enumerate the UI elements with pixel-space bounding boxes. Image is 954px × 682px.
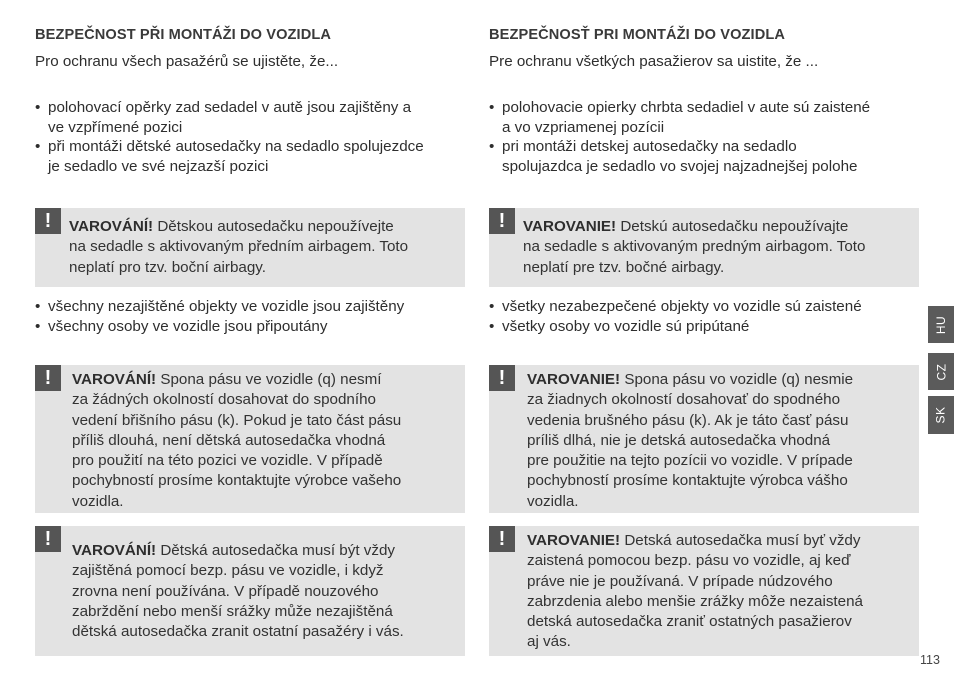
warning-text: VAROVANIE! Spona pásu vo vozidle (q) nesmie za žiadnych okolností dosahovať do spodného vedenia brušného pásu (k). Ak je táto časť pásu príliš dlhá, nie je detská autosedačka vhodná pre použitie na tejto pozícii vo vozidle. V prípade pochybností prosíme kontaktujte výrobca vášho vozidla. xyxy=(527,371,854,510)
warning-box xyxy=(35,365,465,513)
tab-cz[interactable]: CZ xyxy=(928,353,954,390)
checklist-1 xyxy=(489,98,870,176)
intro-text: Pro ochranu všech pasažérů se ujistěte, že... xyxy=(35,53,339,70)
warning-label: VAROVÁNÍ! xyxy=(72,371,157,388)
section-heading: BEZPEČNOSŤ PRI MONTÁŽI DO VOZIDLA xyxy=(489,27,785,43)
exclamation-icon: ! xyxy=(489,365,515,391)
list-item: • všechny nezajištěné objekty ve vozidle jsou zajištěny xyxy=(35,297,404,317)
warning-text: VAROVÁNÍ! Dětská autosedačka musí být vždy zajištěná pomocí bezp. pásu ve vozidle, i když zrovna není používána. V případě nouzového zabrždění nebo menší srážky může nezajištěná dětská autosedačka zranit ostatní pasažéry i vás. xyxy=(72,542,404,641)
list-item: • polohovací opěrky zad sedadel v autě jsou zajištěny a ve vzpřímené pozici xyxy=(35,98,424,137)
intro-text: Pre ochranu všetkých pasažierov sa uistite, že ... xyxy=(489,53,819,70)
page-number: 113 xyxy=(920,653,940,667)
list-item: • při montáži dětské autosedačky na sedadlo spolujezdce je sedadlo ve své nejzazší pozici xyxy=(35,137,424,176)
exclamation-icon: ! xyxy=(35,526,61,552)
warning-text: VAROVANIE! Detskú autosedačku nepoužívajte na sedadle s aktivovaným predným airbagom. Toto neplatí pre tzv. bočné airbagy. xyxy=(523,218,866,276)
warning-text: VAROVÁNÍ! Spona pásu ve vozidle (q) nesmí za žádných okolností dosahovat do spodního vedení břišního pásu (k). Pokud je tato část pásu příliš dlouhá, není dětská autosedačka vhodná pro použití na této pozici ve vozidle. V případě pochybností prosíme kontaktujte výrobce vašeho vozidla. xyxy=(72,371,402,510)
exclamation-icon: ! xyxy=(35,365,61,391)
warning-label: VAROVANIE! xyxy=(527,532,621,549)
checklist-1 xyxy=(35,98,424,176)
warning-box xyxy=(489,526,919,656)
exclamation-icon: ! xyxy=(489,526,515,552)
list-item: • všetky nezabezpečené objekty vo vozidle sú zaistené xyxy=(489,297,862,317)
warning-label: VAROVÁNÍ! xyxy=(69,218,154,235)
list-item: • pri montáži detskej autosedačky na sedadlo spolujazdca je sedadlo vo svojej najzadnejšej polohe xyxy=(489,137,870,176)
exclamation-icon: ! xyxy=(489,208,515,234)
warning-text: VAROVANIE! Detská autosedačka musí byť vždy zaistená pomocou bezp. pásu vo vozidle, aj keď práve nie je používaná. V prípade núdzového zabrzdenia alebo menšie zrážky môže nezaistená detská autosedačka zraniť ostatných pasažierov aj vás. xyxy=(527,532,863,651)
section-heading: BEZPEČNOST PŘI MONTÁŽI DO VOZIDLA xyxy=(35,27,331,43)
warning-label: VAROVÁNÍ! xyxy=(72,542,157,559)
warning-box xyxy=(35,208,465,287)
list-item: • všetky osoby vo vozidle sú pripútané xyxy=(489,317,862,337)
list-item: • všechny osoby ve vozidle jsou připoutány xyxy=(35,317,404,337)
checklist-2 xyxy=(489,297,862,336)
warning-box xyxy=(489,365,919,513)
warning-label: VAROVANIE! xyxy=(523,218,617,235)
tab-sk[interactable]: SK xyxy=(928,396,954,434)
warning-box xyxy=(35,526,465,656)
list-item: • polohovacie opierky chrbta sedadiel v aute sú zaistené a vo vzpriamenej pozícii xyxy=(489,98,870,137)
exclamation-icon: ! xyxy=(35,208,61,234)
warning-box xyxy=(489,208,919,287)
warning-text: VAROVÁNÍ! Dětskou autosedačku nepoužívejte na sedadle s aktivovaným předním airbagem. Toto neplatí pro tzv. boční airbagy. xyxy=(69,218,409,276)
warning-label: VAROVANIE! xyxy=(527,371,621,388)
checklist-2 xyxy=(35,297,404,336)
tab-hu[interactable]: HU xyxy=(928,306,954,343)
